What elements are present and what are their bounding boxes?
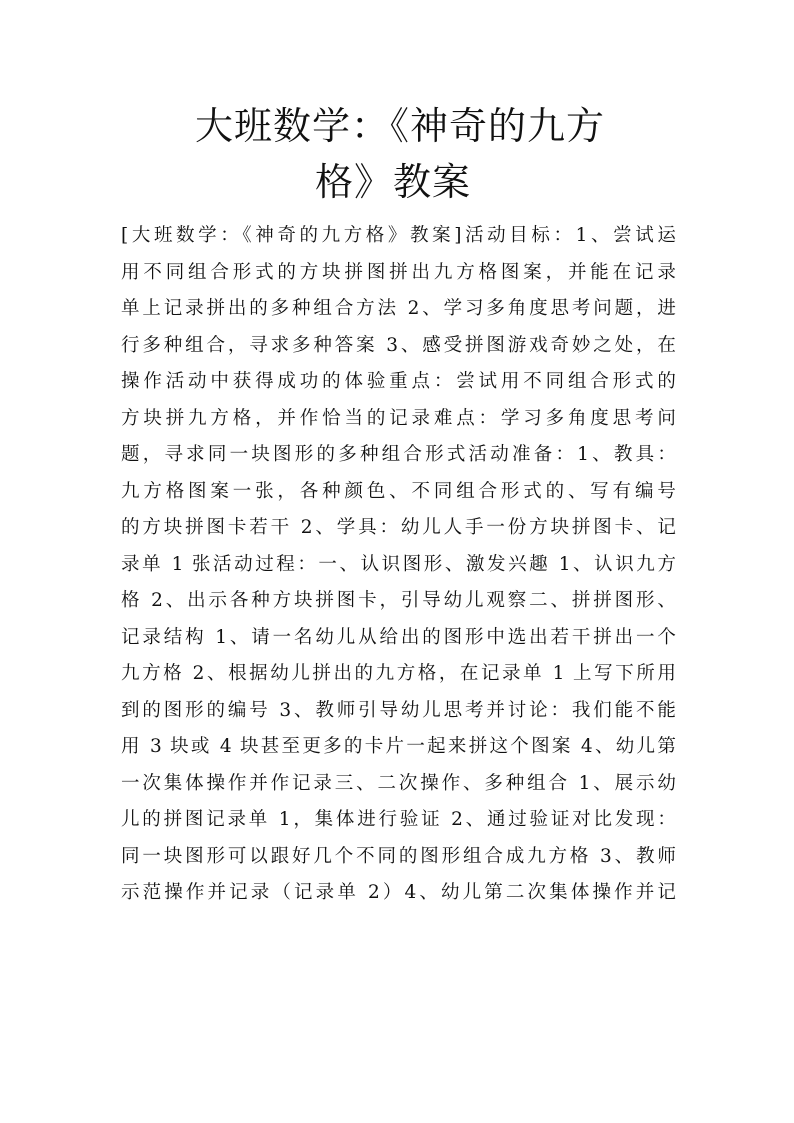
body-text-line: 题，寻求同一块图形的多种组合形式活动准备：1、教具：: [121, 444, 676, 465]
body-text-line: 格 2、出示各种方块拼图卡，引导幼儿观察二、拼拼图形、: [121, 590, 676, 611]
body-text-line: 儿的拼图记录单 1，集体进行验证 2、通过验证对比发现：: [121, 809, 676, 830]
body-text-line: 九方格 2、根据幼儿拼出的九方格，在记录单 1 上写下所用: [121, 663, 676, 684]
body-text-line: 示范操作并记录（记录单 2）4、幼儿第二次集体操作并记: [121, 882, 676, 903]
body-text-line: 用 3 块或 4 块甚至更多的卡片一起来拼这个图案 4、幼儿第: [121, 736, 676, 757]
body-text-line: 录单 1 张活动过程：一、认识图形、激发兴趣 1、认识九方: [121, 553, 676, 575]
body-text-line: 一次集体操作并作记录三、二次操作、多种组合 1、展示幼: [121, 772, 676, 794]
body-text-line: [大班数学：《神奇的九方格》教案]活动目标：1、尝试运: [121, 225, 676, 246]
body-text-line: 记录结构 1、请一名幼儿从给出的图形中选出若干拼出一个: [121, 626, 676, 648]
body-text-line: 九方格图案一张，各种颜色、不同组合形式的、写有编号: [121, 480, 676, 502]
document-title-line: 格》教案: [314, 160, 471, 204]
body-text-line: 方块拼九方格，并作恰当的记录难点：学习多角度思考问: [121, 407, 676, 429]
document-title: [140, 98, 660, 210]
body-text-line: 到的图形的编号 3、教师引导幼儿思考并讨论：我们能不能: [121, 699, 676, 721]
document-body: [121, 218, 676, 912]
body-text-line: 单上记录拼出的多种组合方法 2、学习多角度思考问题，进: [121, 298, 676, 319]
body-text-line: 同一块图形可以跟好几个不同的图形组合成九方格 3、教师: [121, 845, 676, 867]
body-text-line: 的方块拼图卡若干 2、学具：幼儿人手一份方块拼图卡、记: [121, 517, 676, 538]
body-text-line: 操作活动中获得成功的体验重点：尝试用不同组合形式的: [121, 371, 676, 392]
body-text-line: 行多种组合，寻求多种答案 3、感受拼图游戏奇妙之处，在: [121, 334, 676, 356]
body-text-line: 用不同组合形式的方块拼图拼出九方格图案，并能在记录: [121, 261, 676, 283]
document-title-line: 大班数学：《神奇的九方: [194, 104, 605, 148]
